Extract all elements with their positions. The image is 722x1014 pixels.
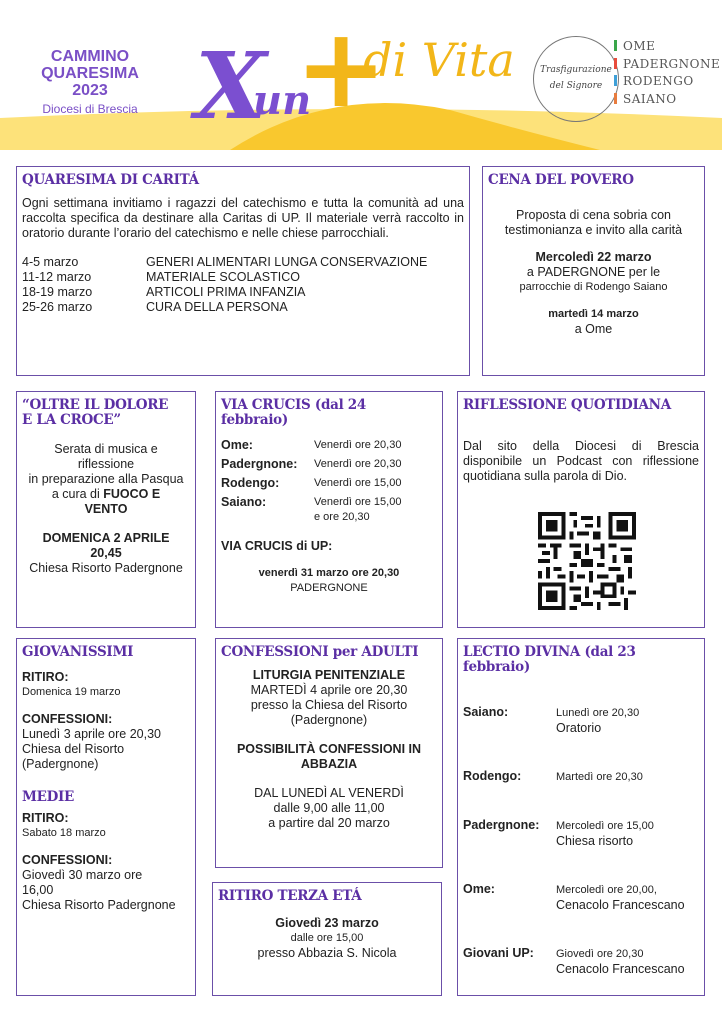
confessioni-label: CONFESSIONI: (22, 712, 113, 726)
svg-text:+: + (295, 4, 388, 132)
riflessione-text: Dal sito della Diocesi di Brescia disponibile un Podcast con riflessione quotidiana sulla parola di Dio. (463, 439, 699, 483)
medie-title: MEDIE (22, 789, 75, 805)
via-crucis-up-place: PADERGNONE (290, 582, 368, 594)
carita-title: QUARESIMA DI CARITÁ (22, 172, 199, 188)
confessioni-line: presso la Chiesa del Risorto (250, 698, 408, 712)
confessioni-adulti-box (215, 638, 443, 868)
via-crucis-row: e ore 20,30 (314, 511, 370, 523)
oltre-time: 20,45 (90, 546, 122, 560)
confessioni-line: DAL LUNEDÌ AL VENERDÌ (254, 786, 404, 800)
riflessione-title: RIFLESSIONE QUOTIDIANA (463, 397, 671, 413)
svg-text:un: un (253, 77, 312, 124)
ritiro-date: Domenica 19 marzo (22, 686, 121, 698)
cena-date-2: martedì 14 marzo (548, 308, 639, 320)
cena-title: CENA DEL POVERO (488, 172, 634, 188)
cena-date-1: Mercoledì 22 marzo (535, 250, 652, 264)
lectio-row: Rodengo: Martedì ore 20,30 (463, 769, 643, 783)
carita-text: Ogni settimana invitiamo i ragazzi del catechismo e tutta la comunità ad una raccolta specifica da destinare alla Caritas di UP. Il materiale verrà raccolto in oratorio durante l’orario del catechismo e nelle chiese parrocchiali. (22, 196, 464, 240)
medie-confessioni-date: Giovedì 30 marzo ore (22, 868, 143, 882)
riflessione-box (457, 391, 705, 628)
lectio-divina-title: LECTIO DIVINA (dal 23 febbraio) (463, 644, 636, 675)
cammino-quaresima-title: CAMMINO QUARESIMA 2023 Diocesi di Brescia (30, 48, 150, 118)
abbazia-heading: ABBAZIA (300, 757, 358, 771)
lectio-row: Saiano: Lunedì ore 20,30 Oratorio (463, 705, 640, 735)
x-un-piu-di-vita-logo (195, 4, 515, 140)
confessioni-adulti-title: CONFESSIONI per ADULTI (221, 644, 419, 660)
carita-row: 18-19 marzo ARTICOLI PRIMA INFANZIA (22, 285, 306, 299)
qr-code-icon[interactable] (538, 512, 636, 610)
medie-confessioni-place: Chiesa Risorto Padergnone (22, 898, 176, 912)
ritiro-terza-eta-box (212, 882, 442, 996)
confessioni-line: a partire dal 20 marzo (268, 816, 390, 830)
carita-row: 25-26 marzo CURA DELLA PERSONA (22, 300, 288, 314)
carita-row: 11-12 marzo MATERIALE SCOLASTICO (22, 270, 300, 284)
confessioni-line: (Padergnone) (290, 713, 368, 727)
confessioni-place: (Padergnone) (22, 757, 99, 771)
cena-place-1: a PADERGNONE per le (526, 265, 661, 279)
oltre-line: in preparazione alla Pasqua (28, 472, 184, 486)
medie-ritiro-label: RITIRO: (22, 811, 69, 825)
via-crucis-row: Saiano: Venerdì ore 15,00 (221, 495, 402, 509)
ritiro-terza-eta-title: RITIRO TERZA ETÁ (218, 888, 362, 904)
carita-schedule (22, 255, 464, 315)
svg-text:X: X (195, 32, 267, 140)
oltre-date: DOMENICA 2 APRILE (42, 531, 170, 545)
oltre-line: riflessione (77, 457, 135, 471)
via-crucis-up-title: VIA CRUCIS di UP: (221, 539, 333, 553)
via-crucis-row: Ome: Venerdì ore 20,30 (221, 438, 402, 452)
ritiro-terza-date: Giovedì 23 marzo (275, 916, 379, 930)
parish-list (614, 38, 720, 108)
confessioni-place: Chiesa del Risorto (22, 742, 125, 756)
confessioni-line: MARTEDÌ 4 aprile ore 20,30 (250, 683, 408, 697)
lectio-row: Padergnone: Mercoledì ore 15,00 Chiesa risorto (463, 818, 654, 848)
parish-saiano: SAIANO (614, 91, 720, 109)
oltre-il-dolore-box (16, 391, 196, 628)
cena-text: Proposta di cena sobria con testimonianza e invito alla carità (504, 208, 683, 237)
svg-text:di Vita: di Vita (363, 33, 515, 87)
medie-ritiro-date: Sabato 18 marzo (22, 827, 106, 839)
oltre-title: “OLTRE IL DOLORE E LA CROCE” (22, 397, 169, 428)
oltre-line: Serata di musica e (54, 442, 158, 456)
quaresima-carita-box (16, 166, 470, 376)
parish-rodengo: RODENGO (614, 73, 720, 91)
giovanissimi-title: GIOVANISSIMI (22, 644, 134, 660)
ritiro-terza-place: presso Abbazia S. Nicola (257, 946, 397, 960)
trasfigurazione-logo: Trasfigurazione del Signore (533, 36, 619, 122)
via-crucis-title: VIA CRUCIS (dal 24 febbraio) (221, 397, 366, 428)
cena-povero-box (482, 166, 705, 376)
carita-row: 4-5 marzo GENERI ALIMENTARI LUNGA CONSERVAZIONE (22, 255, 428, 269)
oltre-place: Chiesa Risorto Padergnone (29, 561, 183, 575)
medie-confessioni-label: CONFESSIONI: (22, 853, 113, 867)
parish-ome: OME (614, 38, 720, 56)
lectio-divina-box (457, 638, 705, 996)
via-crucis-row: Padergnone: Venerdì ore 20,30 (221, 457, 402, 471)
cena-place-2: a Ome (574, 322, 613, 336)
oltre-line: VENTO (84, 502, 128, 516)
cena-place-1b: parrocchie di Rodengo Saiano (519, 281, 668, 293)
ritiro-terza-time: dalle ore 15,00 (290, 932, 364, 944)
abbazia-heading: POSSIBILITÀ CONFESSIONI IN (236, 742, 422, 756)
lectio-row: Giovani UP: Giovedì ore 20,30 Cenacolo Francescano (463, 946, 685, 976)
via-crucis-up-date: venerdì 31 marzo ore 20,30 (258, 567, 400, 579)
confessioni-date: Lunedì 3 aprile ore 20,30 (22, 727, 161, 741)
medie-confessioni-time: 16,00 (22, 883, 54, 897)
lectio-row: Ome: Mercoledì ore 20,00, Cenacolo Francescano (463, 882, 685, 912)
via-crucis-box (215, 391, 443, 628)
giovanissimi-box (16, 638, 196, 996)
via-crucis-row: Rodengo: Venerdì ore 15,00 (221, 476, 402, 490)
liturgia-penitenziale-heading: LITURGIA PENITENZIALE (252, 668, 406, 682)
confessioni-line: dalle 9,00 alle 11,00 (273, 801, 385, 815)
ritiro-label: RITIRO: (22, 670, 69, 684)
diocesi-label: Diocesi di Brescia (42, 102, 138, 116)
parish-padergnone: PADERGNONE (614, 56, 720, 74)
oltre-line: a cura di FUOCO E (51, 487, 161, 501)
